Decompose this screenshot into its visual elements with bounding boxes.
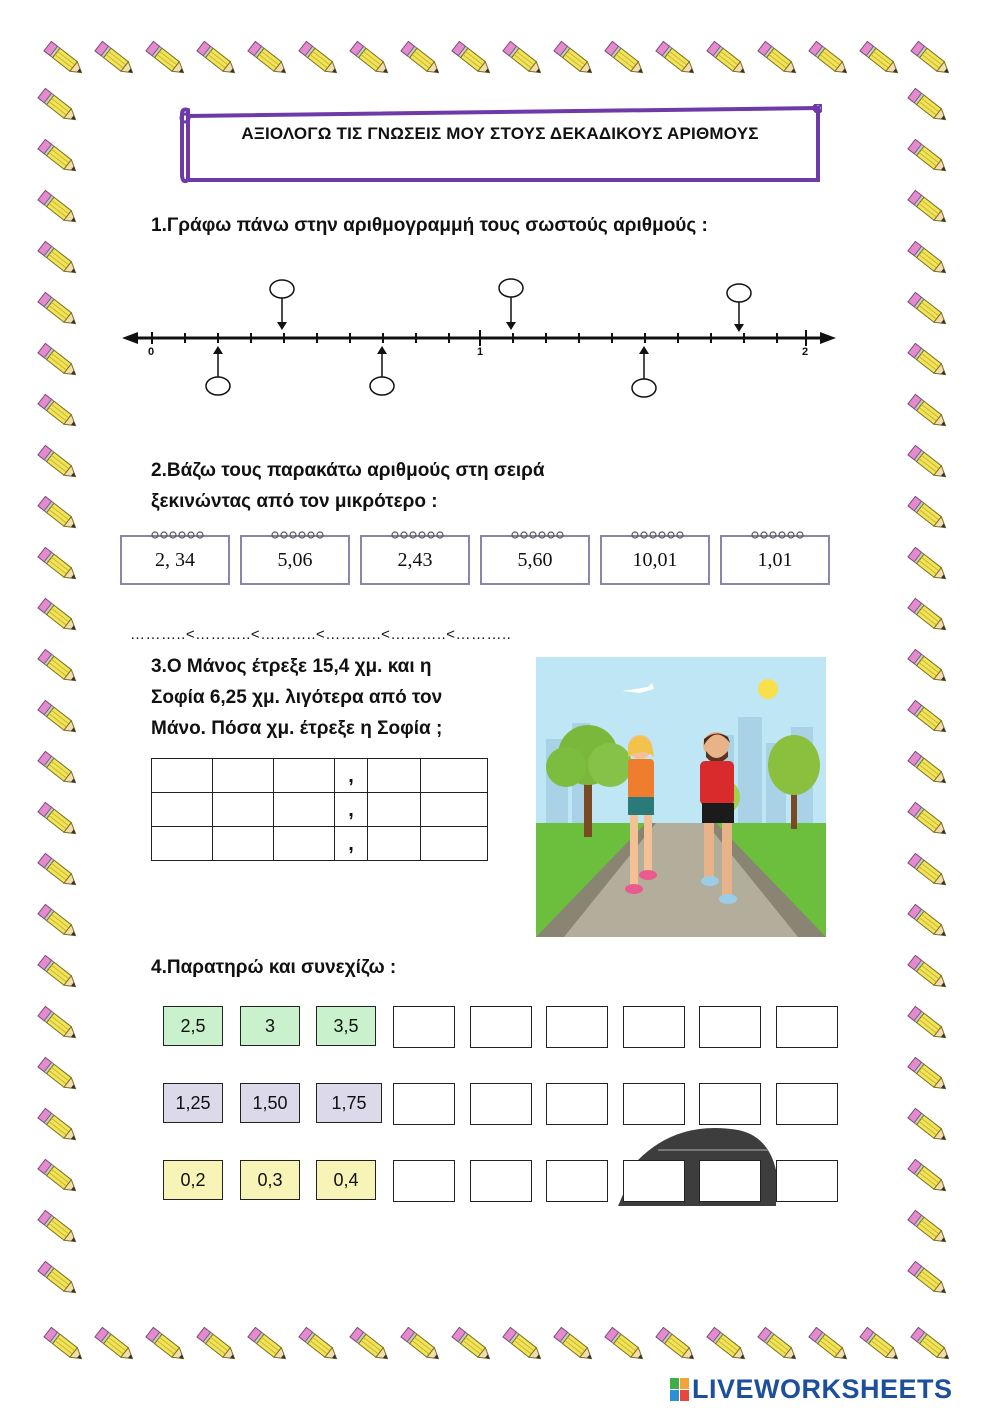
question-2-line-2: ξεκινώντας από τον μικρότερο : — [151, 491, 438, 512]
pattern-given-value: 0,3 — [240, 1160, 300, 1200]
number-card — [360, 535, 470, 585]
decimal-comma: , — [335, 827, 368, 861]
decimal-comma: , — [335, 793, 368, 827]
question-3-line-3: Μάνο. Πόσα χμ. έτρεξε η Σοφία ; — [151, 718, 443, 739]
grid-cell[interactable] — [152, 759, 213, 793]
pattern-answer-box[interactable] — [776, 1083, 838, 1125]
grid-cell[interactable] — [213, 793, 274, 827]
number-card-value: 2,43 — [397, 548, 433, 571]
card-rings-icon — [510, 530, 564, 540]
card-rings-icon — [630, 530, 684, 540]
number-card-value: 5,06 — [277, 548, 313, 571]
grid-cell[interactable] — [152, 827, 213, 861]
grid-cell[interactable] — [368, 827, 421, 861]
liveworksheets-brand: LIVEWORKSHEETS — [692, 1374, 953, 1404]
number-line-label-0: 0 — [148, 346, 155, 358]
pencil-border-right — [900, 0, 970, 1414]
grid-cell[interactable] — [368, 759, 421, 793]
number-card-value: 10,01 — [632, 548, 678, 571]
page-title: ΑΞΙΟΛΟΓΩ ΤΙΣ ΓΝΩΣΕΙΣ ΜΟΥ ΣΤΟΥΣ ΔΕΚΑΔΙΚΟΥΣ ΑΡΙΘΜΟΥΣ — [241, 124, 759, 143]
question-1-text: 1.Γράφω πάνω στην αριθμογραμμή τους σωστούς αριθμούς : — [151, 215, 708, 236]
question-3-line-1: 3.Ο Μάνος έτρεξε 15,4 χμ. και η — [151, 656, 432, 677]
pattern-answer-box[interactable] — [546, 1160, 608, 1202]
pattern-answer-box[interactable] — [470, 1006, 532, 1048]
number-card — [480, 535, 590, 585]
grid-cell[interactable] — [421, 793, 488, 827]
grid-cell[interactable] — [274, 793, 335, 827]
title-scroll-frame — [178, 104, 822, 184]
pattern-given-value: 1,50 — [240, 1083, 300, 1123]
number-card — [240, 535, 350, 585]
liveworksheets-logo-icon — [670, 1378, 690, 1402]
pattern-answer-box[interactable] — [699, 1083, 761, 1125]
grid-cell[interactable] — [421, 827, 488, 861]
pattern-given-value: 1,25 — [163, 1083, 223, 1123]
number-line-label-1: 1 — [477, 346, 484, 358]
grid-cell[interactable] — [368, 793, 421, 827]
card-rings-icon — [150, 530, 204, 540]
pattern-given-value: 3 — [240, 1006, 300, 1046]
number-card — [120, 535, 230, 585]
pattern-answer-box[interactable] — [470, 1083, 532, 1125]
pattern-answer-box[interactable] — [470, 1160, 532, 1202]
grid-cell[interactable] — [213, 827, 274, 861]
pattern-answer-box[interactable] — [776, 1006, 838, 1048]
pattern-given-value: 0,4 — [316, 1160, 376, 1200]
card-rings-icon — [750, 530, 804, 540]
pencil-border-left — [30, 0, 100, 1414]
pattern-answer-box[interactable] — [393, 1083, 455, 1125]
card-rings-icon — [270, 530, 324, 540]
pattern-answer-box[interactable] — [699, 1160, 761, 1202]
number-card-value: 1,01 — [757, 548, 793, 571]
ordering-answer-line[interactable]: ………..<………..<………..<………..<………..<……….. — [130, 626, 512, 643]
pattern-answer-box[interactable] — [699, 1006, 761, 1048]
pattern-answer-box[interactable] — [546, 1006, 608, 1048]
question-4-text: 4.Παρατηρώ και συνεχίζω : — [151, 957, 397, 978]
grid-cell[interactable] — [152, 793, 213, 827]
pattern-answer-box[interactable] — [776, 1160, 838, 1202]
number-card-value: 5,60 — [517, 548, 553, 571]
question-2-line-1: 2.Βάζω τους παρακάτω αριθμούς στη σειρά — [151, 460, 545, 481]
card-rings-icon — [390, 530, 444, 540]
subtraction-grid — [151, 758, 488, 861]
number-card — [600, 535, 710, 585]
grid-cell[interactable] — [421, 759, 488, 793]
pencil-border-top — [0, 30, 1000, 100]
pattern-given-value: 0,2 — [163, 1160, 223, 1200]
pattern-answer-box[interactable] — [623, 1083, 685, 1125]
pattern-given-value: 1,75 — [316, 1083, 382, 1123]
number-line — [118, 272, 842, 402]
pattern-given-value: 3,5 — [316, 1006, 376, 1046]
grid-cell[interactable] — [274, 827, 335, 861]
pattern-answer-box[interactable] — [393, 1160, 455, 1202]
runners-illustration — [536, 657, 826, 937]
pattern-answer-box[interactable] — [393, 1006, 455, 1048]
pattern-answer-box[interactable] — [623, 1006, 685, 1048]
grid-cell[interactable] — [274, 759, 335, 793]
pattern-answer-box[interactable] — [546, 1083, 608, 1125]
pattern-given-value: 2,5 — [163, 1006, 223, 1046]
number-line-label-2: 2 — [802, 346, 809, 358]
grid-cell[interactable] — [213, 759, 274, 793]
number-card — [720, 535, 830, 585]
number-card-value: 2, 34 — [155, 548, 195, 571]
question-3-line-2: Σοφία 6,25 χμ. λιγότερα από τον — [151, 687, 443, 708]
pattern-answer-box[interactable] — [623, 1160, 685, 1202]
decimal-comma: , — [335, 759, 368, 793]
